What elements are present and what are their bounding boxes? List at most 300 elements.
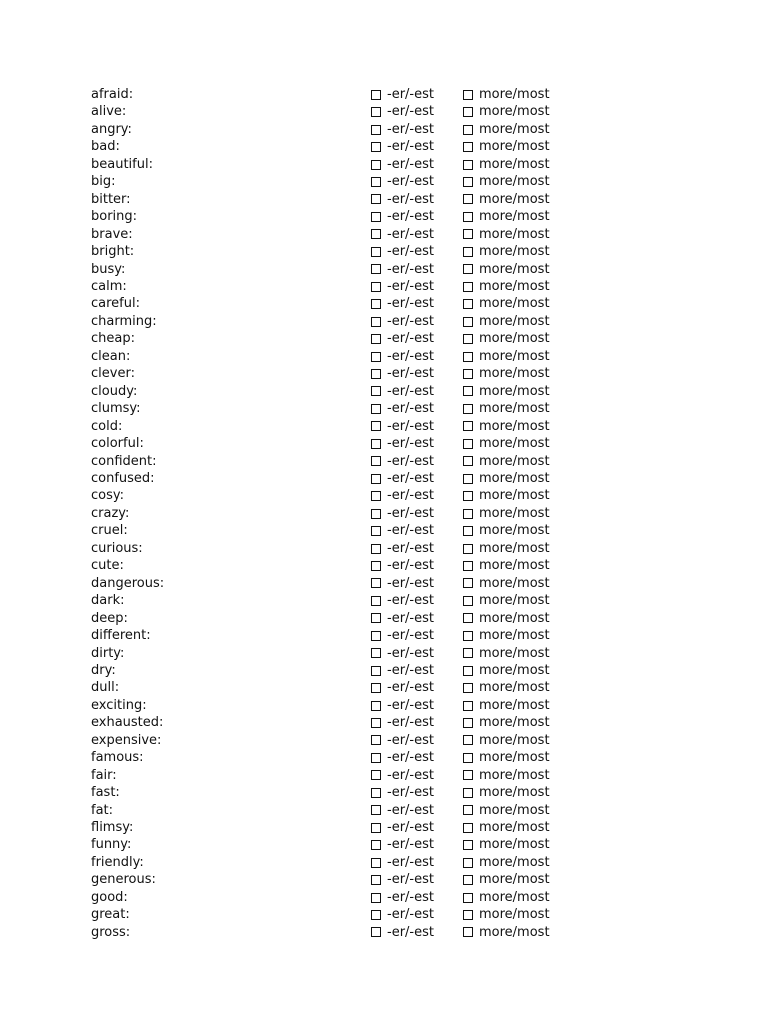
option-more-most-label: more/most xyxy=(479,767,550,783)
checkbox-er-est[interactable] xyxy=(371,282,381,292)
checkbox-er-est[interactable] xyxy=(371,212,381,222)
option-er-est-label: -er/-est xyxy=(387,296,434,312)
checkbox-er-est[interactable] xyxy=(371,439,381,449)
option-more-most[interactable] xyxy=(463,470,550,487)
option-more-most[interactable] xyxy=(463,749,550,766)
option-er-est[interactable] xyxy=(371,226,434,243)
option-er-est[interactable] xyxy=(371,557,434,574)
option-more-most-label: more/most xyxy=(479,593,550,609)
option-more-most[interactable] xyxy=(463,784,550,801)
checkbox-er-est[interactable] xyxy=(371,718,381,728)
checkbox-more-most[interactable] xyxy=(463,491,473,501)
option-er-est[interactable] xyxy=(371,906,434,923)
adjective-label: famous: xyxy=(91,750,144,766)
option-er-est-label: -er/-est xyxy=(387,837,434,853)
option-more-most-label: more/most xyxy=(479,383,550,399)
checkbox-more-most[interactable] xyxy=(463,386,473,396)
adjective-row xyxy=(91,156,571,173)
checkbox-er-est[interactable] xyxy=(371,509,381,519)
option-er-est[interactable] xyxy=(371,505,434,522)
option-er-est-label: -er/-est xyxy=(387,802,434,818)
option-er-est-label: -er/-est xyxy=(387,156,434,172)
option-er-est[interactable] xyxy=(371,732,434,749)
adjective-row xyxy=(91,400,571,417)
adjective-label: fat: xyxy=(91,802,114,818)
option-more-most-label: more/most xyxy=(479,854,550,870)
option-er-est[interactable] xyxy=(371,173,434,190)
adjective-row xyxy=(91,784,571,801)
option-er-est[interactable] xyxy=(371,348,434,365)
option-er-est-label: -er/-est xyxy=(387,470,434,486)
option-er-est[interactable] xyxy=(371,592,434,609)
option-er-est-label: -er/-est xyxy=(387,453,434,469)
option-more-most[interactable] xyxy=(463,854,550,871)
option-er-est-label: -er/-est xyxy=(387,575,434,591)
option-er-est[interactable] xyxy=(371,278,434,295)
checkbox-er-est[interactable] xyxy=(371,910,381,920)
checkbox-er-est[interactable] xyxy=(371,840,381,850)
checkbox-er-est[interactable] xyxy=(371,229,381,239)
checkbox-more-most[interactable] xyxy=(463,352,473,362)
option-more-most[interactable] xyxy=(463,871,550,888)
option-more-most[interactable] xyxy=(463,505,550,522)
option-er-est-label: -er/-est xyxy=(387,872,434,888)
adjective-label: dangerous: xyxy=(91,575,165,591)
option-more-most-label: more/most xyxy=(479,628,550,644)
adjective-row xyxy=(91,924,571,941)
option-er-est[interactable] xyxy=(371,121,434,138)
checkbox-more-most[interactable] xyxy=(463,421,473,431)
checkbox-more-most[interactable] xyxy=(463,439,473,449)
option-er-est-label: -er/-est xyxy=(387,226,434,242)
option-er-est[interactable] xyxy=(371,575,434,592)
checkbox-more-most[interactable] xyxy=(463,788,473,798)
option-more-most-label: more/most xyxy=(479,750,550,766)
option-er-est-label: -er/-est xyxy=(387,383,434,399)
checkbox-er-est[interactable] xyxy=(371,404,381,414)
checkbox-more-most[interactable] xyxy=(463,264,473,274)
option-more-most[interactable] xyxy=(463,400,550,417)
checkbox-er-est[interactable] xyxy=(371,578,381,588)
option-more-most[interactable] xyxy=(463,365,550,382)
checkbox-more-most[interactable] xyxy=(463,631,473,641)
option-er-est[interactable] xyxy=(371,365,434,382)
checkbox-er-est[interactable] xyxy=(371,386,381,396)
option-more-most[interactable] xyxy=(463,453,550,470)
option-er-est[interactable] xyxy=(371,540,434,557)
checkbox-more-most[interactable] xyxy=(463,177,473,187)
checkbox-er-est[interactable] xyxy=(371,334,381,344)
option-er-est[interactable] xyxy=(371,662,434,679)
option-er-est-label: -er/-est xyxy=(387,401,434,417)
option-er-est[interactable] xyxy=(371,924,434,941)
option-er-est[interactable] xyxy=(371,383,434,400)
adjective-row xyxy=(91,278,571,295)
checkbox-er-est[interactable] xyxy=(371,631,381,641)
adjective-label: big: xyxy=(91,174,116,190)
adjective-label: calm: xyxy=(91,278,127,294)
option-er-est[interactable] xyxy=(371,819,434,836)
checkbox-more-most[interactable] xyxy=(463,299,473,309)
option-more-most[interactable] xyxy=(463,610,550,627)
checkbox-more-most[interactable] xyxy=(463,474,473,484)
adjective-row xyxy=(91,575,571,592)
adjective-row xyxy=(91,330,571,347)
option-er-est[interactable] xyxy=(371,330,434,347)
checkbox-er-est[interactable] xyxy=(371,858,381,868)
option-more-most[interactable] xyxy=(463,487,550,504)
adjective-label: dull: xyxy=(91,680,120,696)
adjective-row xyxy=(91,610,571,627)
option-more-most[interactable] xyxy=(463,627,550,644)
option-more-most[interactable] xyxy=(463,697,550,714)
adjective-label: generous: xyxy=(91,872,156,888)
option-er-est-label: -er/-est xyxy=(387,436,434,452)
checkbox-er-est[interactable] xyxy=(371,735,381,745)
option-er-est[interactable] xyxy=(371,871,434,888)
option-more-most-label: more/most xyxy=(479,523,550,539)
adjective-row xyxy=(91,906,571,923)
option-er-est-label: -er/-est xyxy=(387,261,434,277)
checkbox-er-est[interactable] xyxy=(371,561,381,571)
checkbox-more-most[interactable] xyxy=(463,875,473,885)
checkbox-more-most[interactable] xyxy=(463,701,473,711)
adjective-row xyxy=(91,313,571,330)
adjective-row xyxy=(91,645,571,662)
checkbox-er-est[interactable] xyxy=(371,142,381,152)
checkbox-more-most[interactable] xyxy=(463,840,473,850)
option-more-most[interactable] xyxy=(463,278,550,295)
option-er-est[interactable] xyxy=(371,295,434,312)
checkbox-er-est[interactable] xyxy=(371,613,381,623)
adjective-label: clean: xyxy=(91,348,131,364)
adjective-label: exhausted: xyxy=(91,715,164,731)
option-more-most-label: more/most xyxy=(479,366,550,382)
option-more-most[interactable] xyxy=(463,191,550,208)
adjective-row xyxy=(91,889,571,906)
adjective-label: dirty: xyxy=(91,645,125,661)
checkbox-er-est[interactable] xyxy=(371,194,381,204)
checkbox-more-most[interactable] xyxy=(463,718,473,728)
option-er-est[interactable] xyxy=(371,889,434,906)
option-more-most[interactable] xyxy=(463,156,550,173)
adjective-label: bitter: xyxy=(91,191,131,207)
option-er-est-label: -er/-est xyxy=(387,593,434,609)
option-er-est-label: -er/-est xyxy=(387,366,434,382)
option-er-est[interactable] xyxy=(371,400,434,417)
option-more-most[interactable] xyxy=(463,540,550,557)
checkbox-more-most[interactable] xyxy=(463,735,473,745)
option-more-most[interactable] xyxy=(463,313,550,330)
checkbox-more-most[interactable] xyxy=(463,142,473,152)
option-er-est-label: -er/-est xyxy=(387,715,434,731)
checkbox-more-most[interactable] xyxy=(463,229,473,239)
option-er-est[interactable] xyxy=(371,435,434,452)
option-er-est[interactable] xyxy=(371,470,434,487)
option-more-most[interactable] xyxy=(463,121,550,138)
adjective-label: boring: xyxy=(91,209,138,225)
option-more-most[interactable] xyxy=(463,645,550,662)
option-er-est[interactable] xyxy=(371,138,434,155)
option-more-most[interactable] xyxy=(463,679,550,696)
adjective-label: fair: xyxy=(91,767,117,783)
option-more-most-label: more/most xyxy=(479,436,550,452)
adjective-label: fast: xyxy=(91,785,120,801)
adjective-label: clumsy: xyxy=(91,401,141,417)
option-more-most[interactable] xyxy=(463,173,550,190)
option-more-most[interactable] xyxy=(463,295,550,312)
option-more-most-label: more/most xyxy=(479,889,550,905)
option-more-most-label: more/most xyxy=(479,121,550,137)
option-more-most[interactable] xyxy=(463,557,550,574)
adjective-label: careful: xyxy=(91,296,140,312)
option-er-est-label: -er/-est xyxy=(387,854,434,870)
option-er-est-label: -er/-est xyxy=(387,924,434,940)
checkbox-er-est[interactable] xyxy=(371,264,381,274)
option-er-est-label: -er/-est xyxy=(387,331,434,347)
option-er-est-label: -er/-est xyxy=(387,785,434,801)
option-er-est-label: -er/-est xyxy=(387,662,434,678)
option-er-est[interactable] xyxy=(371,854,434,871)
checkbox-er-est[interactable] xyxy=(371,927,381,937)
option-more-most[interactable] xyxy=(463,522,550,539)
adjective-label: brave: xyxy=(91,226,133,242)
checkbox-er-est[interactable] xyxy=(371,369,381,379)
adjective-row xyxy=(91,208,571,225)
option-more-most-label: more/most xyxy=(479,488,550,504)
option-more-most[interactable] xyxy=(463,208,550,225)
checkbox-more-most[interactable] xyxy=(463,910,473,920)
option-more-most[interactable] xyxy=(463,103,550,120)
option-er-est[interactable] xyxy=(371,679,434,696)
checkbox-more-most[interactable] xyxy=(463,683,473,693)
option-er-est[interactable] xyxy=(371,767,434,784)
option-more-most[interactable] xyxy=(463,767,550,784)
option-more-most[interactable] xyxy=(463,802,550,819)
option-er-est[interactable] xyxy=(371,645,434,662)
option-er-est-label: -er/-est xyxy=(387,348,434,364)
option-er-est-label: -er/-est xyxy=(387,278,434,294)
option-er-est-label: -er/-est xyxy=(387,121,434,137)
checkbox-more-most[interactable] xyxy=(463,456,473,466)
option-more-most-label: more/most xyxy=(479,610,550,626)
adjective-label: cruel: xyxy=(91,523,128,539)
option-more-most-label: more/most xyxy=(479,104,550,120)
checkbox-er-est[interactable] xyxy=(371,805,381,815)
checkbox-more-most[interactable] xyxy=(463,526,473,536)
adjective-row xyxy=(91,487,571,504)
checkbox-more-most[interactable] xyxy=(463,858,473,868)
option-more-most[interactable] xyxy=(463,819,550,836)
adjective-label: funny: xyxy=(91,837,132,853)
checkbox-er-est[interactable] xyxy=(371,160,381,170)
checkbox-more-most[interactable] xyxy=(463,544,473,554)
checkbox-more-most[interactable] xyxy=(463,107,473,117)
checkbox-more-most[interactable] xyxy=(463,247,473,257)
adjective-label: alive: xyxy=(91,104,127,120)
checkbox-more-most[interactable] xyxy=(463,770,473,780)
adjective-list xyxy=(91,86,571,941)
option-more-most-label: more/most xyxy=(479,331,550,347)
checkbox-er-est[interactable] xyxy=(371,177,381,187)
option-er-est-label: -er/-est xyxy=(387,488,434,504)
adjective-row xyxy=(91,767,571,784)
option-more-most-label: more/most xyxy=(479,558,550,574)
checkbox-er-est[interactable] xyxy=(371,701,381,711)
adjective-label: cosy: xyxy=(91,488,125,504)
checkbox-more-most[interactable] xyxy=(463,823,473,833)
checkbox-more-most[interactable] xyxy=(463,578,473,588)
checkbox-er-est[interactable] xyxy=(371,421,381,431)
option-more-most[interactable] xyxy=(463,714,550,731)
option-er-est[interactable] xyxy=(371,243,434,260)
checkbox-er-est[interactable] xyxy=(371,317,381,327)
checkbox-er-est[interactable] xyxy=(371,893,381,903)
checkbox-er-est[interactable] xyxy=(371,247,381,257)
option-more-most-label: more/most xyxy=(479,261,550,277)
option-er-est-label: -er/-est xyxy=(387,750,434,766)
option-more-most-label: more/most xyxy=(479,87,550,102)
option-er-est[interactable] xyxy=(371,86,434,103)
checkbox-more-most[interactable] xyxy=(463,753,473,763)
option-more-most-label: more/most xyxy=(479,802,550,818)
checkbox-er-est[interactable] xyxy=(371,823,381,833)
option-er-est[interactable] xyxy=(371,156,434,173)
option-more-most[interactable] xyxy=(463,86,550,103)
option-er-est[interactable] xyxy=(371,103,434,120)
checkbox-er-est[interactable] xyxy=(371,125,381,135)
checkbox-more-most[interactable] xyxy=(463,194,473,204)
adjective-row xyxy=(91,679,571,696)
checkbox-er-est[interactable] xyxy=(371,753,381,763)
option-more-most[interactable] xyxy=(463,662,550,679)
adjective-row xyxy=(91,627,571,644)
option-er-est[interactable] xyxy=(371,487,434,504)
option-er-est-label: -er/-est xyxy=(387,244,434,260)
checkbox-more-most[interactable] xyxy=(463,317,473,327)
option-more-most[interactable] xyxy=(463,330,550,347)
checkbox-er-est[interactable] xyxy=(371,491,381,501)
checkbox-more-most[interactable] xyxy=(463,613,473,623)
checkbox-er-est[interactable] xyxy=(371,352,381,362)
adjective-label: friendly: xyxy=(91,854,144,870)
adjective-label: cheap: xyxy=(91,331,135,347)
checkbox-more-most[interactable] xyxy=(463,927,473,937)
option-er-est[interactable] xyxy=(371,610,434,627)
option-more-most[interactable] xyxy=(463,435,550,452)
checkbox-er-est[interactable] xyxy=(371,299,381,309)
checkbox-more-most[interactable] xyxy=(463,404,473,414)
checkbox-more-most[interactable] xyxy=(463,561,473,571)
checkbox-er-est[interactable] xyxy=(371,788,381,798)
adjective-label: different: xyxy=(91,628,151,644)
checkbox-er-est[interactable] xyxy=(371,526,381,536)
checkbox-er-est[interactable] xyxy=(371,456,381,466)
option-more-most-label: more/most xyxy=(479,244,550,260)
adjective-row xyxy=(91,749,571,766)
adjective-label: charming: xyxy=(91,313,157,329)
option-er-est-label: -er/-est xyxy=(387,645,434,661)
checkbox-er-est[interactable] xyxy=(371,648,381,658)
adjective-label: expensive: xyxy=(91,732,162,748)
adjective-label: dry: xyxy=(91,662,116,678)
adjective-label: bad: xyxy=(91,139,120,155)
option-more-most[interactable] xyxy=(463,418,550,435)
option-er-est[interactable] xyxy=(371,802,434,819)
checkbox-more-most[interactable] xyxy=(463,596,473,606)
option-er-est[interactable] xyxy=(371,313,434,330)
checkbox-er-est[interactable] xyxy=(371,875,381,885)
option-er-est[interactable] xyxy=(371,749,434,766)
checkbox-more-most[interactable] xyxy=(463,282,473,292)
checkbox-more-most[interactable] xyxy=(463,90,473,100)
option-er-est-label: -er/-est xyxy=(387,697,434,713)
checkbox-more-most[interactable] xyxy=(463,666,473,676)
option-more-most[interactable] xyxy=(463,732,550,749)
option-er-est[interactable] xyxy=(371,784,434,801)
checkbox-more-most[interactable] xyxy=(463,160,473,170)
option-er-est[interactable] xyxy=(371,522,434,539)
checkbox-er-est[interactable] xyxy=(371,90,381,100)
adjective-row xyxy=(91,522,571,539)
option-more-most[interactable] xyxy=(463,924,550,941)
checkbox-more-most[interactable] xyxy=(463,334,473,344)
checkbox-more-most[interactable] xyxy=(463,369,473,379)
option-more-most[interactable] xyxy=(463,138,550,155)
checkbox-er-est[interactable] xyxy=(371,544,381,554)
option-er-est[interactable] xyxy=(371,627,434,644)
option-more-most[interactable] xyxy=(463,592,550,609)
option-more-most[interactable] xyxy=(463,348,550,365)
option-more-most[interactable] xyxy=(463,889,550,906)
option-er-est[interactable] xyxy=(371,208,434,225)
option-more-most[interactable] xyxy=(463,243,550,260)
option-er-est[interactable] xyxy=(371,418,434,435)
option-more-most[interactable] xyxy=(463,226,550,243)
checkbox-er-est[interactable] xyxy=(371,666,381,676)
adjective-label: dark: xyxy=(91,593,125,609)
checkbox-er-est[interactable] xyxy=(371,770,381,780)
checkbox-more-most[interactable] xyxy=(463,648,473,658)
option-er-est[interactable] xyxy=(371,261,434,278)
checkbox-more-most[interactable] xyxy=(463,509,473,519)
option-er-est-label: -er/-est xyxy=(387,174,434,190)
option-more-most[interactable] xyxy=(463,836,550,853)
checkbox-more-most[interactable] xyxy=(463,805,473,815)
checkbox-er-est[interactable] xyxy=(371,474,381,484)
option-more-most[interactable] xyxy=(463,575,550,592)
checkbox-more-most[interactable] xyxy=(463,212,473,222)
adjective-label: bright: xyxy=(91,244,135,260)
option-more-most[interactable] xyxy=(463,383,550,400)
option-more-most-label: more/most xyxy=(479,209,550,225)
option-er-est[interactable] xyxy=(371,697,434,714)
checkbox-more-most[interactable] xyxy=(463,893,473,903)
option-more-most[interactable] xyxy=(463,906,550,923)
adjective-row xyxy=(91,505,571,522)
checkbox-er-est[interactable] xyxy=(371,683,381,693)
option-more-most-label: more/most xyxy=(479,139,550,155)
checkbox-er-est[interactable] xyxy=(371,107,381,117)
checkbox-more-most[interactable] xyxy=(463,125,473,135)
adjective-label: exciting: xyxy=(91,697,147,713)
option-more-most[interactable] xyxy=(463,261,550,278)
option-er-est[interactable] xyxy=(371,191,434,208)
checkbox-er-est[interactable] xyxy=(371,596,381,606)
option-er-est[interactable] xyxy=(371,714,434,731)
option-er-est[interactable] xyxy=(371,453,434,470)
option-er-est[interactable] xyxy=(371,836,434,853)
